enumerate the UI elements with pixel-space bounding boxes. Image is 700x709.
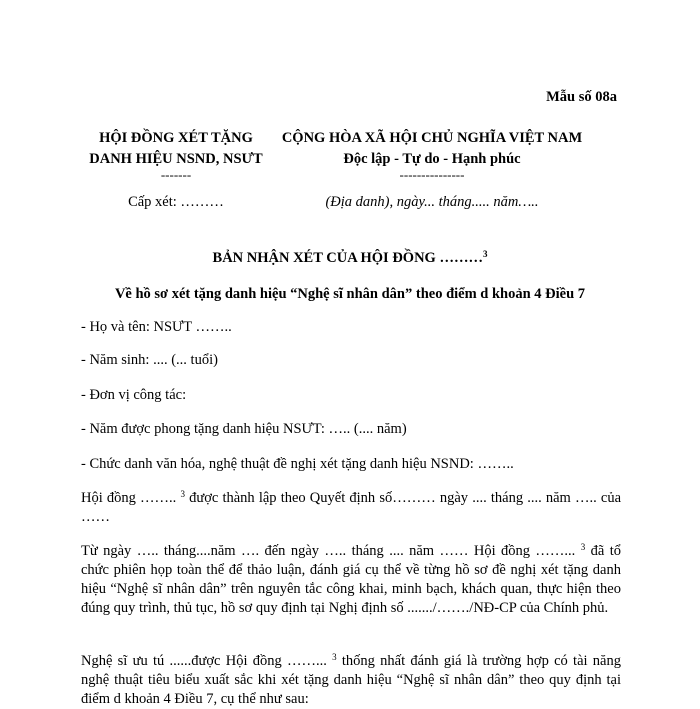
- para-text: Hội đồng ……..: [81, 490, 181, 506]
- national-name: CỘNG HÒA XÃ HỘI CHỦ NGHĨA VIỆT NAM: [281, 130, 583, 146]
- council-name-line1: HỘI ĐỒNG XÉT TẶNG: [99, 130, 253, 146]
- para-text: đã tổ chức phiên họp toàn thể để thảo luận, đánh giá cụ thể về từng hồ sơ đề nghị xét tặng danh hiệu “Nghệ sĩ nhân dân” trên nguyên tắc công khai, minh bạch, khách quan, thực hiện theo đúng quy trình, thủ tục, hồ sơ quy định tại Nghị định số ......./……./NĐ-CP của Chính phủ.: [81, 543, 621, 616]
- national-motto: Độc lập - Tự do - Hạnh phúc: [343, 151, 521, 167]
- place-date: (Địa danh), ngày... tháng..... năm…..: [325, 194, 539, 210]
- paragraph-assessment: [81, 652, 621, 709]
- para-footnote: 3: [180, 489, 185, 499]
- field-nsut-year: - Năm được phong tặng danh hiệu NSƯT: ….. (.... năm): [81, 421, 407, 437]
- council-name-line2: DANH HIỆU NSND, NSƯT: [89, 151, 263, 167]
- field-birth-year: - Năm sinh: .... (... tuổi): [81, 352, 218, 368]
- document-title: [0, 250, 700, 267]
- para-footnote: 3: [580, 542, 586, 552]
- council-divider: -------: [160, 167, 192, 182]
- review-level: Cấp xét: ………: [128, 194, 224, 210]
- field-workplace: - Đơn vị công tác:: [81, 387, 187, 403]
- para-text: thống nhất đánh giá là trường hợp có tài năng nghệ thuật tiêu biểu xuất sắc khi xét tặng danh hiệu “Nghệ sĩ nhân dân” theo quy định tại điểm d khoản 4 Điều 7, cụ thể như sau:: [81, 653, 621, 707]
- title-text: BẢN NHẬN XÉT CỦA HỘI ĐỒNG ………: [212, 250, 483, 266]
- paragraph-council-establishment: [81, 489, 621, 527]
- para-text: Từ ngày ….. tháng....năm …. đến ngày ….. tháng .... năm …… Hội đồng ……...: [81, 543, 581, 559]
- document-subtitle: Về hồ sơ xét tặng danh hiệu “Nghệ sĩ nhân dân” theo điểm d khoản 4 Điều 7: [114, 286, 586, 302]
- paragraph-meeting: [81, 542, 621, 618]
- national-divider: ---------------: [399, 167, 465, 182]
- para-footnote: 3: [332, 652, 337, 662]
- council-header: [81, 128, 271, 180]
- field-full-name: - Họ và tên: NSƯT ……..: [81, 319, 232, 335]
- field-proposed-title: - Chức danh văn hóa, nghệ thuật đề nghị xét tặng danh hiệu NSND: ……..: [81, 456, 514, 472]
- national-header: [262, 128, 602, 180]
- title-footnote: 3: [482, 249, 488, 259]
- para-text: được thành lập theo Quyết định số……… ngày .... tháng .... năm ….. của ……: [81, 490, 621, 525]
- para-text: Nghệ sĩ ưu tú ......được Hội đồng ……...: [81, 653, 333, 669]
- form-number: Mẫu số 08a: [546, 89, 617, 105]
